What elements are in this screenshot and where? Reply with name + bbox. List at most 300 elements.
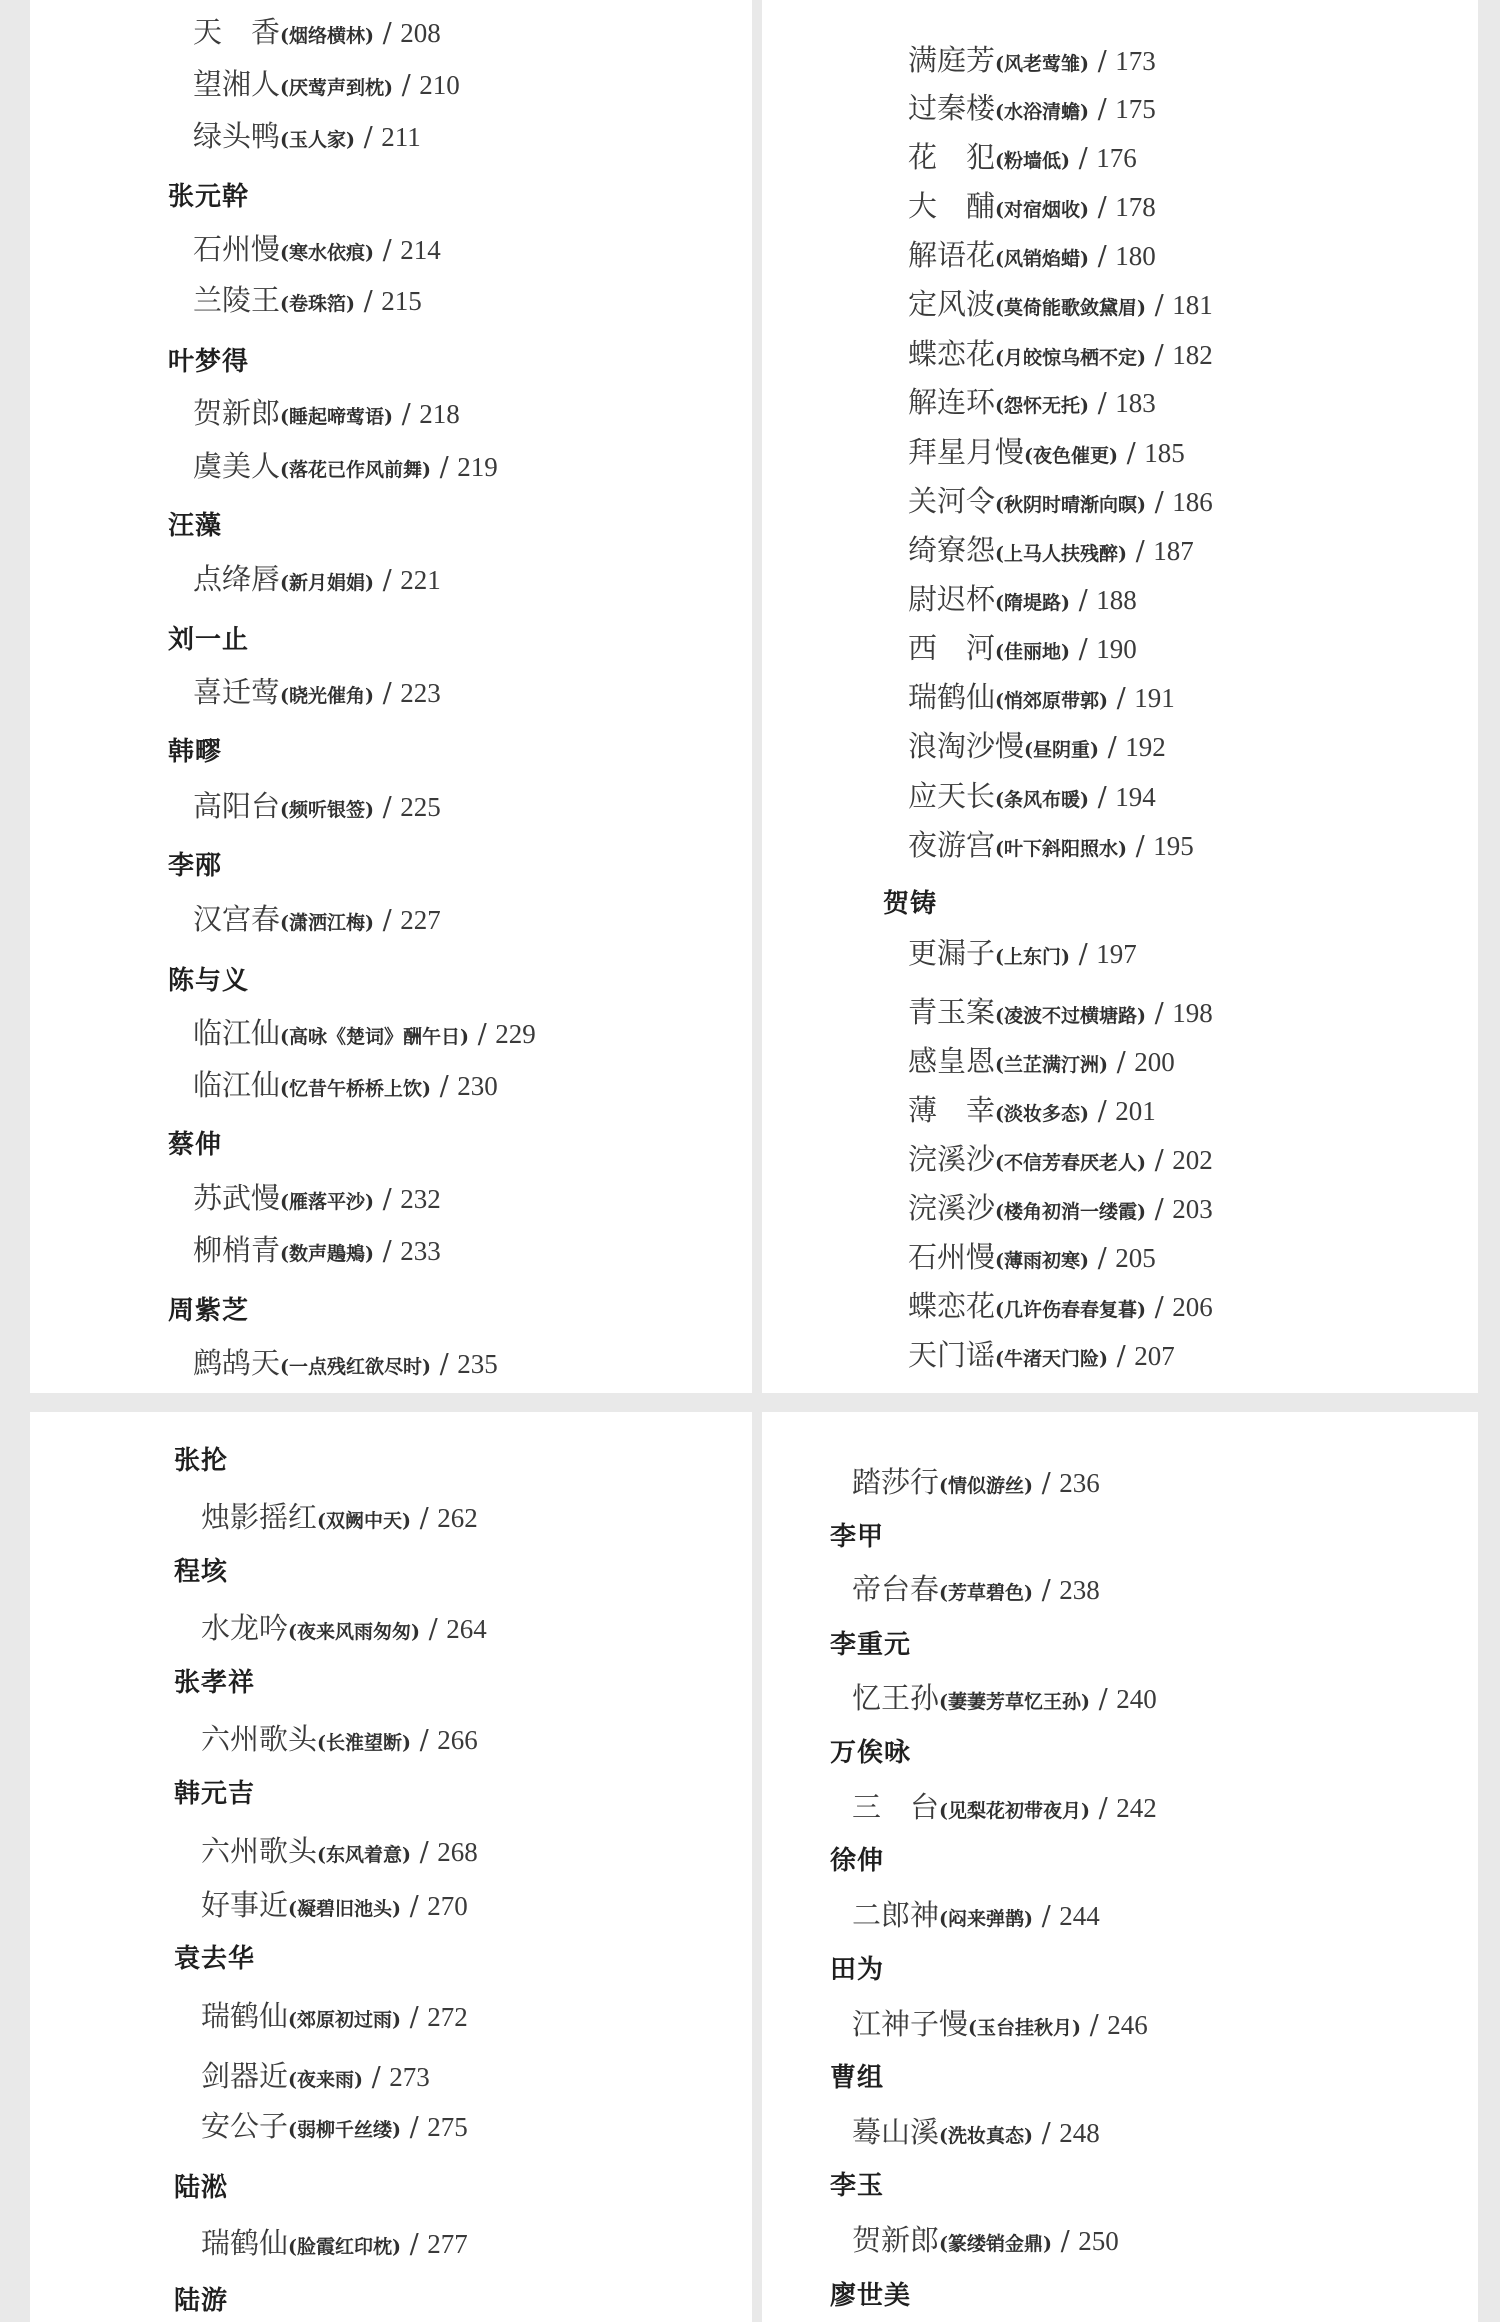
- toc-entry: [193, 1068, 498, 1102]
- toc-entry: [908, 287, 1213, 321]
- poem-title: 石州慢: [908, 1240, 996, 1274]
- paren-open: (: [280, 799, 290, 821]
- paren-open: (: [280, 1191, 290, 1213]
- paren-close: ): [1080, 1250, 1090, 1272]
- paren-close: ): [384, 77, 394, 99]
- toc-entry: [201, 1834, 478, 1868]
- page-number: 203: [1172, 1194, 1213, 1224]
- toc-entry: [852, 1898, 1100, 1932]
- paren-open: (: [288, 2009, 298, 2031]
- paren-close: ): [1024, 1908, 1034, 1930]
- first-line: 忆昔午桥桥上饮: [289, 1078, 423, 1100]
- first-line: 叶下斜阳照水: [1004, 838, 1119, 860]
- page-separator: /: [374, 1184, 401, 1215]
- poem-title: 瑞鹤仙: [908, 680, 996, 714]
- page-number: 194: [1115, 782, 1156, 812]
- paren-close: ): [392, 1898, 402, 1920]
- page-separator: /: [401, 2002, 428, 2033]
- page-number: 206: [1172, 1292, 1213, 1322]
- toc-entry: [908, 631, 1137, 665]
- page-separator: /: [1070, 634, 1097, 665]
- toc-entry: [908, 729, 1166, 763]
- paren-close: ): [365, 799, 375, 821]
- paren-open: (: [995, 1250, 1005, 1272]
- toc-entry: [852, 1681, 1157, 1715]
- page-separator: /: [393, 399, 420, 430]
- page-number: 215: [381, 286, 422, 316]
- paren-close: ): [346, 293, 356, 315]
- poem-title: 瑞鹤仙: [201, 2226, 289, 2260]
- page-number: 202: [1172, 1145, 1213, 1175]
- paren-close: ): [365, 1243, 375, 1265]
- author-heading: 李甲: [830, 1522, 885, 1552]
- first-line: 牛渚天门险: [1004, 1348, 1100, 1370]
- paren-open: (: [995, 592, 1005, 614]
- paren-close: ): [1043, 2233, 1053, 2255]
- poem-title: 薄 幸: [908, 1093, 996, 1127]
- poem-title: 望湘人: [193, 67, 281, 101]
- paren-open: (: [995, 494, 1005, 516]
- paren-open: (: [968, 2017, 978, 2039]
- poem-title: 二郎神: [852, 1898, 940, 1932]
- paren-open: (: [280, 129, 290, 151]
- page-separator: /: [1033, 1901, 1060, 1932]
- paren-close: ): [365, 242, 375, 264]
- first-line: 数声鶗鴂: [289, 1243, 366, 1265]
- paren-close: ): [1137, 1152, 1147, 1174]
- paren-close: ): [1024, 1582, 1034, 1604]
- paren-open: (: [995, 1103, 1005, 1125]
- paren-close: ): [1080, 101, 1090, 123]
- first-line: 隋堤路: [1004, 592, 1062, 614]
- page-separator: /: [411, 1837, 438, 1868]
- author-heading: 田为: [830, 1955, 885, 1985]
- page-number: 183: [1115, 388, 1156, 418]
- paren-close: ): [1061, 592, 1071, 614]
- page-number: 180: [1115, 241, 1156, 271]
- page-separator: /: [1090, 1793, 1117, 1824]
- paren-open: (: [995, 1054, 1005, 1076]
- page-number: 176: [1096, 143, 1137, 173]
- author-heading: 张孝祥: [174, 1668, 256, 1698]
- page-separator: /: [1099, 732, 1126, 763]
- page-separator: /: [374, 235, 401, 266]
- page-number: 223: [400, 678, 441, 708]
- page-number: 266: [437, 1725, 478, 1755]
- page-separator: /: [1146, 998, 1173, 1029]
- poem-title: 拜星月慢: [908, 435, 1025, 469]
- toc-entry: [193, 283, 422, 317]
- paren-close: ): [365, 685, 375, 707]
- paren-open: (: [280, 1243, 290, 1265]
- poem-title: 踏莎行: [852, 1465, 940, 1499]
- page-number: 208: [400, 18, 441, 48]
- first-line: 凌波不过横塘路: [1004, 1005, 1138, 1027]
- first-line: 莫倚能歌敛黛眉: [1004, 297, 1138, 319]
- paren-open: (: [995, 150, 1005, 172]
- first-line: 秋阴时晴渐向暝: [1004, 494, 1138, 516]
- author-heading: 廖世美: [830, 2281, 912, 2311]
- page-number: 248: [1059, 2118, 1100, 2148]
- paren-open: (: [995, 395, 1005, 417]
- author-heading: 蔡伸: [168, 1130, 223, 1160]
- page-number: 275: [427, 2112, 468, 2142]
- page-number: 218: [419, 399, 460, 429]
- first-line: 芳草碧色: [948, 1582, 1025, 1604]
- author-heading: 李邴: [168, 851, 223, 881]
- toc-entry: [201, 1500, 478, 1534]
- page-number: 192: [1125, 732, 1166, 762]
- poem-title: 临江仙: [193, 1068, 281, 1102]
- page-separator: /: [1089, 1096, 1116, 1127]
- page-number: 201: [1115, 1096, 1156, 1126]
- paren-close: ): [1137, 347, 1147, 369]
- poem-title: 夜游宫: [908, 828, 996, 862]
- toc-entry: [908, 1289, 1213, 1323]
- toc-entry: [908, 337, 1213, 371]
- paren-close: ): [1137, 494, 1147, 516]
- paren-open: (: [939, 2233, 949, 2255]
- page-separator: /: [1146, 340, 1173, 371]
- author-heading: 韩疁: [168, 737, 223, 767]
- page-number: 229: [495, 1019, 536, 1049]
- paren-open: (: [939, 1691, 949, 1713]
- author-heading: 曹组: [830, 2063, 885, 2093]
- paren-open: (: [995, 838, 1005, 860]
- paren-open: (: [939, 1800, 949, 1822]
- poem-title: 应天长: [908, 779, 996, 813]
- toc-entry: [908, 1044, 1175, 1078]
- first-line: 昼阴重: [1033, 739, 1091, 761]
- first-line: 晓光催角: [289, 685, 366, 707]
- first-line: 见梨花初带夜月: [948, 1800, 1082, 1822]
- poem-title: 青玉案: [908, 995, 996, 1029]
- page-separator: /: [1033, 2118, 1060, 2149]
- poem-title: 水龙吟: [201, 1611, 289, 1645]
- author-heading: 陈与义: [168, 966, 250, 996]
- first-line: 落花已作风前舞: [289, 459, 423, 481]
- page-number: 270: [427, 1891, 468, 1921]
- first-line: 新月娟娟: [289, 572, 366, 594]
- first-line: 情似游丝: [948, 1475, 1025, 1497]
- toc-entry: [908, 1240, 1156, 1274]
- page-number: 175: [1115, 94, 1156, 124]
- paren-open: (: [995, 101, 1005, 123]
- toc-entry: [852, 1790, 1157, 1824]
- paren-open: (: [288, 2069, 298, 2091]
- page-number: 230: [457, 1071, 498, 1101]
- toc-entry: [908, 91, 1156, 125]
- page-number: 178: [1115, 192, 1156, 222]
- paren-close: ): [1024, 2125, 1034, 2147]
- paren-open: (: [939, 1475, 949, 1497]
- poem-title: 贺新郎: [852, 2223, 940, 2257]
- toc-entry: [193, 562, 441, 596]
- first-line: 洗妆真态: [948, 2125, 1025, 2147]
- poem-title: 点绛唇: [193, 562, 281, 596]
- paren-open: (: [288, 2119, 298, 2141]
- first-line: 夜来雨: [297, 2069, 355, 2091]
- first-line: 一点残红欲尽时: [289, 1356, 423, 1378]
- paren-close: ): [1137, 297, 1147, 319]
- paren-close: ): [365, 572, 375, 594]
- author-heading: 万俟咏: [830, 1738, 912, 1768]
- toc-entry: [908, 189, 1156, 223]
- paren-open: (: [280, 572, 290, 594]
- paren-open: (: [995, 1005, 1005, 1027]
- page-separator: /: [363, 2062, 390, 2093]
- page-separator: /: [1052, 2226, 1079, 2257]
- poem-title: 花 犯: [908, 140, 996, 174]
- page-separator: /: [1081, 2010, 1108, 2041]
- toc-entry: [193, 789, 441, 823]
- paren-open: (: [939, 2125, 949, 2147]
- poem-title: 安公子: [201, 2109, 289, 2143]
- toc-entry: [201, 2059, 430, 2093]
- author-heading: 李重元: [830, 1630, 912, 1660]
- page-separator: /: [355, 122, 382, 153]
- first-line: 东风着意: [326, 1844, 403, 1866]
- page-separator: /: [469, 1019, 496, 1050]
- page-separator: /: [401, 2112, 428, 2143]
- page-number: 205: [1115, 1243, 1156, 1273]
- author-heading: 袁去华: [174, 1944, 256, 1974]
- paren-open: (: [995, 1201, 1005, 1223]
- page-number: 185: [1144, 438, 1185, 468]
- toc-panel-top-left: [30, 0, 752, 1393]
- page-number: 221: [400, 565, 441, 595]
- paren-close: ): [1080, 789, 1090, 811]
- toc-entry: [908, 1142, 1213, 1176]
- page-number: 181: [1172, 290, 1213, 320]
- toc-entry: [201, 1888, 468, 1922]
- page-separator: /: [374, 678, 401, 709]
- first-line: 萋萋芳草忆王孙: [948, 1691, 1082, 1713]
- page-number: 235: [457, 1349, 498, 1379]
- toc-entry: [201, 1722, 478, 1756]
- toc-panel-bottom-right: [762, 1412, 1478, 2322]
- page-number: 227: [400, 905, 441, 935]
- first-line: 楼角初消一缕霞: [1004, 1201, 1138, 1223]
- paren-open: (: [280, 1026, 290, 1048]
- paren-close: ): [1099, 690, 1109, 712]
- page-separator: /: [1108, 1047, 1135, 1078]
- first-line: 风销焰蜡: [1004, 248, 1081, 270]
- paren-close: ): [384, 406, 394, 428]
- poem-title: 瑞鹤仙: [201, 1999, 289, 2033]
- first-line: 郊原初过雨: [297, 2009, 393, 2031]
- toc-entry: [908, 1191, 1213, 1225]
- poem-title: 忆王孙: [852, 1681, 940, 1715]
- paren-close: ): [354, 2069, 364, 2091]
- paren-close: ): [1137, 1299, 1147, 1321]
- paren-close: ): [392, 2119, 402, 2141]
- page-number: 250: [1078, 2226, 1119, 2256]
- author-heading: 陆淞: [174, 2173, 229, 2203]
- page-separator: /: [411, 1503, 438, 1534]
- page-number: 272: [427, 2002, 468, 2032]
- page-separator: /: [411, 1725, 438, 1756]
- poem-title: 浣溪沙: [908, 1142, 996, 1176]
- paren-close: ): [365, 1191, 375, 1213]
- page-separator: /: [431, 1071, 458, 1102]
- toc-entry: [908, 828, 1194, 862]
- toc-entry: [852, 1572, 1100, 1606]
- paren-close: ): [1061, 641, 1071, 663]
- toc-entry: [908, 1338, 1175, 1372]
- toc-entry: [852, 1465, 1100, 1499]
- poem-title: 鹧鸪天: [193, 1346, 281, 1380]
- paren-close: ): [460, 1026, 470, 1048]
- poem-title: 石州慢: [193, 232, 281, 266]
- page-number: 219: [457, 452, 498, 482]
- paren-close: ): [402, 1844, 412, 1866]
- poem-title: 虞美人: [193, 449, 281, 483]
- paren-open: (: [288, 1621, 298, 1643]
- page-number: 188: [1096, 585, 1137, 615]
- first-line: 粉墙低: [1004, 150, 1062, 172]
- toc-entry: [193, 232, 441, 266]
- page-number: 268: [437, 1837, 478, 1867]
- paren-close: ): [392, 2236, 402, 2258]
- toc-entry: [908, 43, 1156, 77]
- paren-close: ): [1081, 1800, 1091, 1822]
- poem-title: 蝶恋花: [908, 337, 996, 371]
- author-heading: 周紫芝: [168, 1296, 250, 1326]
- page-separator: /: [1070, 585, 1097, 616]
- paren-open: (: [995, 347, 1005, 369]
- paren-open: (: [995, 789, 1005, 811]
- first-line: 卷珠箔: [289, 293, 347, 315]
- first-line: 厌莺声到枕: [289, 77, 385, 99]
- paren-open: (: [317, 1844, 327, 1866]
- paren-open: (: [1024, 445, 1034, 467]
- paren-open: (: [939, 1908, 949, 1930]
- page-number: 211: [381, 122, 421, 152]
- page-separator: /: [431, 1349, 458, 1380]
- paren-open: (: [1024, 739, 1034, 761]
- page-number: 195: [1153, 831, 1194, 861]
- paren-close: ): [1061, 150, 1071, 172]
- toc-entry: [852, 2115, 1100, 2149]
- poem-title: 尉迟杯: [908, 582, 996, 616]
- author-heading: 贺铸: [883, 889, 938, 919]
- page-number: 210: [419, 70, 460, 100]
- author-heading: 汪藻: [168, 511, 223, 541]
- author-heading: 刘一止: [168, 625, 250, 655]
- page-separator: /: [1146, 290, 1173, 321]
- first-line: 条风布暖: [1004, 789, 1081, 811]
- page-number: 236: [1059, 1468, 1100, 1498]
- page-separator: /: [1089, 388, 1116, 419]
- first-line: 怨怀无托: [1004, 395, 1081, 417]
- page-number: 186: [1172, 487, 1213, 517]
- poem-title: 关河令: [908, 484, 996, 518]
- paren-open: (: [995, 53, 1005, 75]
- page-number: 173: [1115, 46, 1156, 76]
- first-line: 高咏《楚词》酬午日: [289, 1026, 461, 1048]
- first-line: 兰芷满汀洲: [1004, 1054, 1100, 1076]
- paren-close: ): [422, 1356, 432, 1378]
- paren-open: (: [995, 199, 1005, 221]
- paren-open: (: [939, 1582, 949, 1604]
- page-number: 200: [1134, 1047, 1175, 1077]
- poem-title: 帝台春: [852, 1572, 940, 1606]
- paren-open: (: [280, 1078, 290, 1100]
- paren-open: (: [995, 1299, 1005, 1321]
- page-number: 242: [1116, 1793, 1157, 1823]
- poem-title: 感皇恩: [908, 1044, 996, 1078]
- author-heading: 叶梦得: [168, 347, 250, 377]
- page-number: 277: [427, 2229, 468, 2259]
- paren-close: ): [1081, 1691, 1091, 1713]
- page-separator: /: [1089, 782, 1116, 813]
- page-separator: /: [1146, 1194, 1173, 1225]
- toc-entry: [201, 1999, 468, 2033]
- toc-entry: [193, 67, 460, 101]
- toc-entry: [193, 1181, 441, 1215]
- poem-title: 剑器近: [201, 2059, 289, 2093]
- toc-entry: [193, 1016, 536, 1050]
- paren-close: ): [1099, 1348, 1109, 1370]
- page-number: 190: [1096, 634, 1137, 664]
- author-heading: 韩元吉: [174, 1779, 256, 1809]
- page-number: 225: [400, 792, 441, 822]
- paren-close: ): [365, 25, 375, 47]
- page-number: 182: [1172, 340, 1213, 370]
- poem-title: 喜迁莺: [193, 675, 281, 709]
- toc-entry: [908, 936, 1137, 970]
- poem-title: 苏武慢: [193, 1181, 281, 1215]
- poem-title: 绿头鸭: [193, 119, 281, 153]
- toc-entry: [193, 1233, 441, 1267]
- paren-open: (: [280, 406, 290, 428]
- first-line: 弱柳千丝缕: [297, 2119, 393, 2141]
- first-line: 长淮望断: [326, 1732, 403, 1754]
- poem-title: 浣溪沙: [908, 1191, 996, 1225]
- page-number: 273: [389, 2062, 430, 2092]
- poem-title: 六州歌头: [201, 1834, 318, 1868]
- first-line: 对宿烟收: [1004, 199, 1081, 221]
- page-separator: /: [374, 792, 401, 823]
- paren-open: (: [995, 641, 1005, 663]
- paren-open: (: [280, 685, 290, 707]
- page-separator: /: [1108, 683, 1135, 714]
- page-separator: /: [1146, 487, 1173, 518]
- poem-title: 蓦山溪: [852, 2115, 940, 2149]
- page-separator: /: [1146, 1145, 1173, 1176]
- paren-close: ): [1109, 445, 1119, 467]
- poem-title: 江神子慢: [852, 2007, 969, 2041]
- paren-open: (: [995, 297, 1005, 319]
- toc-entry: [193, 902, 441, 936]
- toc-entry: [908, 238, 1156, 272]
- first-line: 不信芳春厌老人: [1004, 1152, 1138, 1174]
- page-separator: /: [1089, 94, 1116, 125]
- toc-entry: [193, 15, 441, 49]
- page-separator: /: [1108, 1341, 1135, 1372]
- page-number: 198: [1172, 998, 1213, 1028]
- paren-close: ): [1099, 1054, 1109, 1076]
- page-separator: /: [401, 2229, 428, 2260]
- paren-close: ): [402, 1510, 412, 1532]
- toc-entry: [193, 675, 441, 709]
- page-number: 240: [1116, 1684, 1157, 1714]
- toc-entry: [201, 2109, 468, 2143]
- poem-title: 三 台: [852, 1790, 940, 1824]
- page-separator: /: [1089, 241, 1116, 272]
- paren-close: ): [422, 459, 432, 481]
